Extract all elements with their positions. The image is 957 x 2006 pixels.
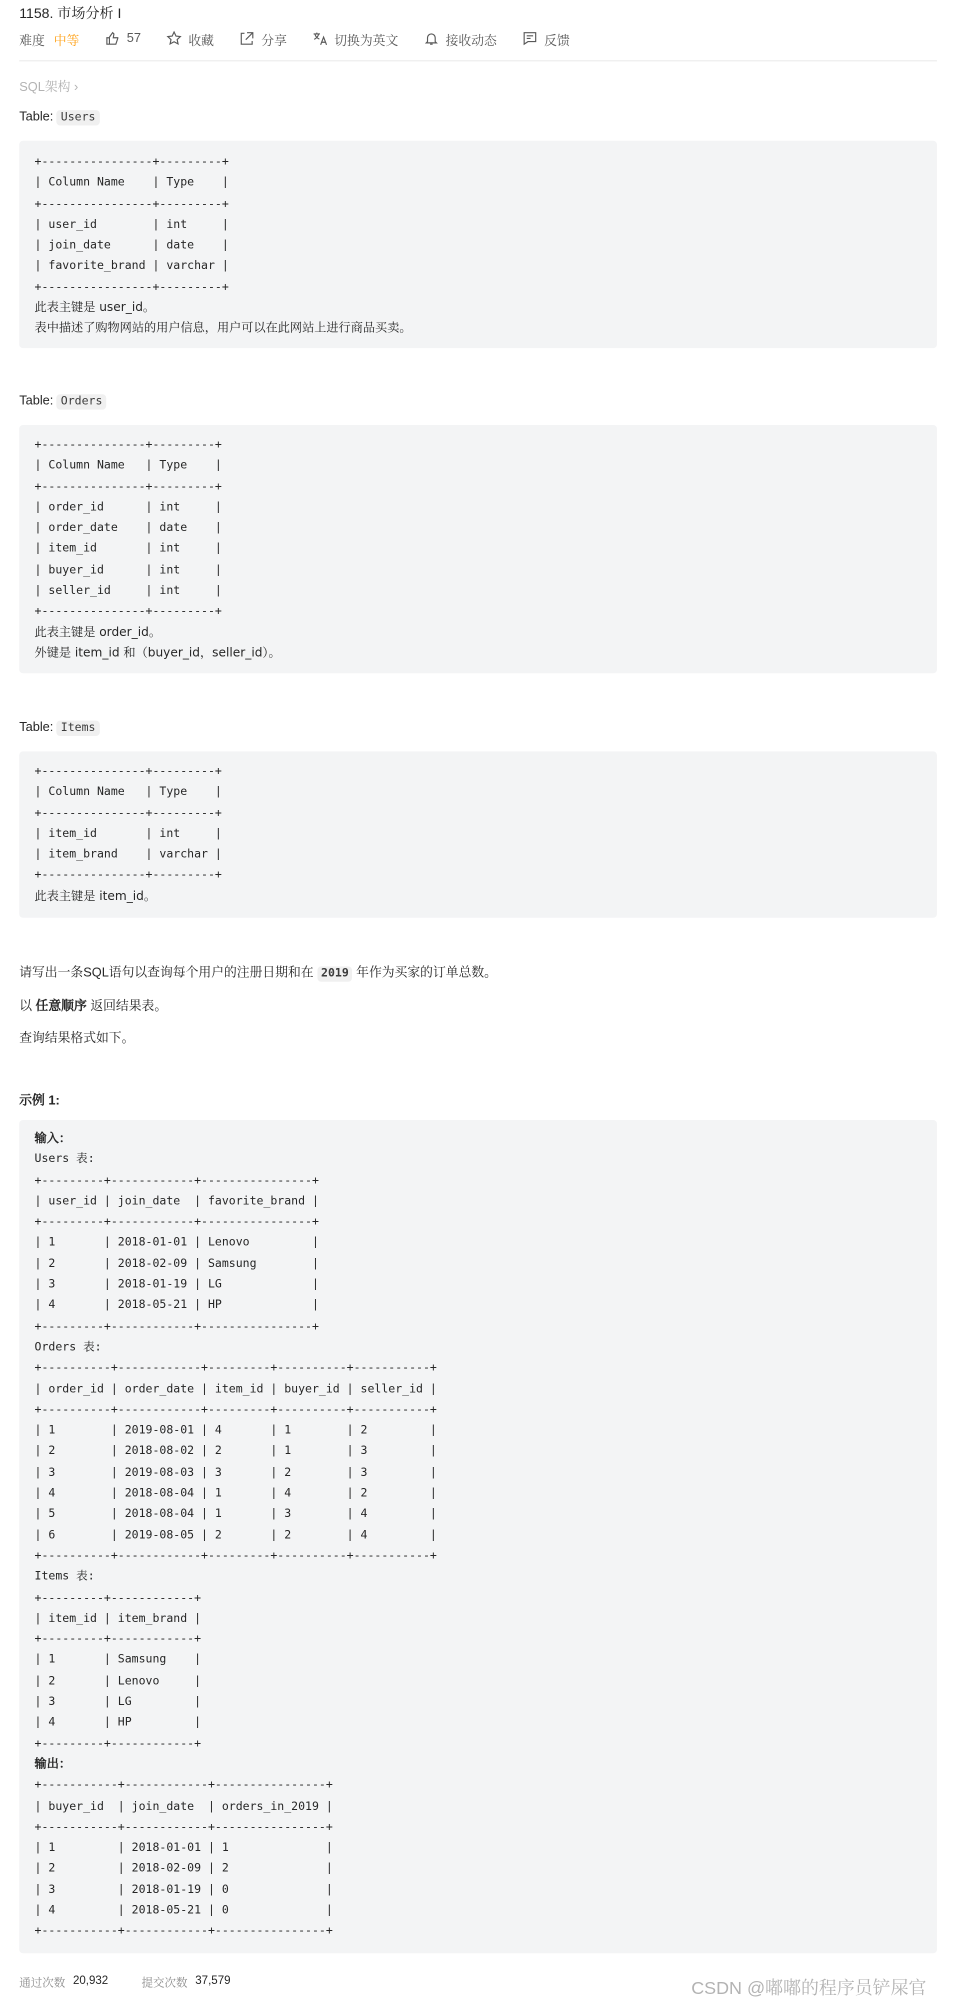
share-button[interactable] (240, 29, 287, 48)
subscribe-button[interactable] (424, 29, 497, 48)
example-block (19, 1120, 937, 1953)
question-paragraph-3: 查询结果格式如下。 (19, 1031, 135, 1046)
favorite-button[interactable] (167, 29, 214, 48)
orders-schema-block (19, 425, 937, 673)
favorite-label: 收藏 (188, 33, 214, 48)
difficulty-label: 难度 (19, 33, 45, 48)
switch-language-button[interactable] (312, 29, 398, 48)
breadcrumb[interactable]: SQL架构 › (19, 80, 79, 95)
like-button[interactable] (105, 31, 141, 46)
orders-note-primary-key: 此表主键是 order_id。 (34, 625, 161, 640)
share-icon (240, 31, 255, 46)
table-name-code: Orders (57, 394, 106, 409)
submission-stats (19, 1974, 264, 1991)
problem-title: 1158. 市场分析 I (19, 6, 122, 22)
table-name-code: Users (57, 110, 99, 125)
users-sample-label: Users 表: (34, 1153, 95, 1167)
translate-icon (312, 31, 327, 46)
problem-meta-bar (19, 29, 595, 47)
submitted-label: 提交次数 (141, 1976, 188, 1990)
thumbs-up-icon (105, 31, 120, 46)
orders-sample-table: +----------+------------+---------+----------+-----------+ | order_id | order_date | item_id | buyer_id | seller_id | +----------+------------+---------+----------+-----------+ | 1 | 2019-08-01 | 4 | 1 | 2 | | 2 | 2018-08-02 | 2 | 1 | 3 | | 3 | 2019-08-03 | 3 | 2 | 3 | | 4 | 2018-08-04 | 1 | 4 | 2 | | 5 | 2018-08-04 | 1 | 3 | 4 | | 6 | 2019-08-05 | 2 | 2 | 4 | +----------+------------+---------+----------+-----------+ (34, 1362, 437, 1563)
orders-note-foreign-key: 外键是 item_id 和（buyer_id，seller_id）。 (34, 646, 281, 661)
passed-label: 通过次数 (19, 1976, 66, 1990)
question-text: 年作为买家的订单总数。 (352, 966, 497, 981)
example-title: 示例 1: (19, 1094, 60, 1109)
passed-count: 20,932 (72, 1973, 109, 1987)
items-sample-table: +---------+------------+ | item_id | item_brand | +---------+------------+ | 1 | Samsung | | 2 | Lenovo | | 3 | LG | | 4 | HP | +---------+------------+ (34, 1591, 202, 1751)
users-note-description: 表中描述了购物网站的用户信息，用户可以在此网站上进行商品买卖。 (34, 321, 412, 336)
question-text: 请写出一条SQL语句以查询每个用户的注册日期和在 (19, 966, 318, 981)
question-text: 返回结果表。 (86, 999, 168, 1014)
feedback-icon (522, 31, 537, 46)
switch-language-label: 切换为英文 (334, 33, 399, 48)
orders-sample-label: Orders 表: (34, 1341, 102, 1355)
users-sample-table: +---------+------------+----------------+ | user_id | join_date | favorite_brand | +---------+------------+----------------+ | 1 | 2018-01-01 | Lenovo | | 2 | 2018-02-09 | Samsung | | 3 | 2018-01-19 | LG | | 4 | 2018-05-21 | HP | +---------+------------+----------------+ (34, 1174, 319, 1334)
items-sample-label: Items 表: (34, 1570, 95, 1584)
year-code: 2019 (317, 966, 352, 981)
input-label: 输入： (34, 1131, 72, 1146)
like-count: 57 (126, 31, 141, 46)
output-table: +-----------+------------+----------------+ | buyer_id | join_date | orders_in_2019 | +-----------+------------+----------------+ | 1 | 2018-01-01 | 1 | | 2 | 2018-02-09 | 2 | | 3 | 2018-01-19 | 0 | | 4 | 2018-05-21 | 0 | +-----------+------------+----------------+ (34, 1779, 333, 1939)
share-label: 分享 (261, 33, 287, 48)
orders-schema: +---------------+---------+ | Column Name | Type | +---------------+---------+ | order_id | int | | order_date | date | | item_id | int | | buyer_id | int | | seller_id | int | +---------------+---------+ (34, 439, 222, 619)
items-schema: +---------------+---------+ | Column Name | Type | +---------------+---------+ | item_id | int | | item_brand | varchar | +---------------+---------+ (34, 765, 222, 883)
question-text: 以 (19, 999, 36, 1014)
items-schema-block (19, 751, 937, 917)
subscribe-label: 接收动态 (445, 33, 497, 48)
question-paragraph-2 (19, 995, 167, 1014)
question-paragraph-1 (19, 961, 497, 980)
users-schema-block (19, 141, 937, 348)
any-order-bold: 任意顺序 (35, 999, 87, 1014)
star-icon (167, 31, 182, 46)
users-schema: +----------------+---------+ | Column Name | Type | +----------------+---------+ | user_id | int | | join_date | date | | favorite_brand | varchar | +----------------+---------+ (34, 156, 229, 295)
feedback-button[interactable] (522, 29, 569, 48)
difficulty (19, 29, 79, 48)
difficulty-badge: 中等 (53, 33, 80, 48)
users-table-label (19, 110, 99, 124)
items-table-label (19, 721, 99, 735)
feedback-label: 反馈 (544, 33, 570, 48)
bell-icon (424, 31, 439, 46)
users-note-primary-key: 此表主键是 user_id。 (34, 300, 156, 315)
header-divider (19, 60, 937, 61)
table-label-text: Table: (19, 720, 57, 735)
orders-table-label (19, 394, 106, 408)
watermark: CSDN @嘟嘟的程序员铲屎官 (691, 1977, 927, 1999)
items-note-primary-key: 此表主键是 item_id。 (34, 889, 157, 904)
table-label-text: Table: (19, 110, 57, 125)
output-label: 输出： (34, 1757, 72, 1772)
table-label-text: Table: (19, 394, 57, 409)
table-name-code: Items (57, 721, 99, 736)
submitted-count: 37,579 (195, 1973, 231, 1987)
